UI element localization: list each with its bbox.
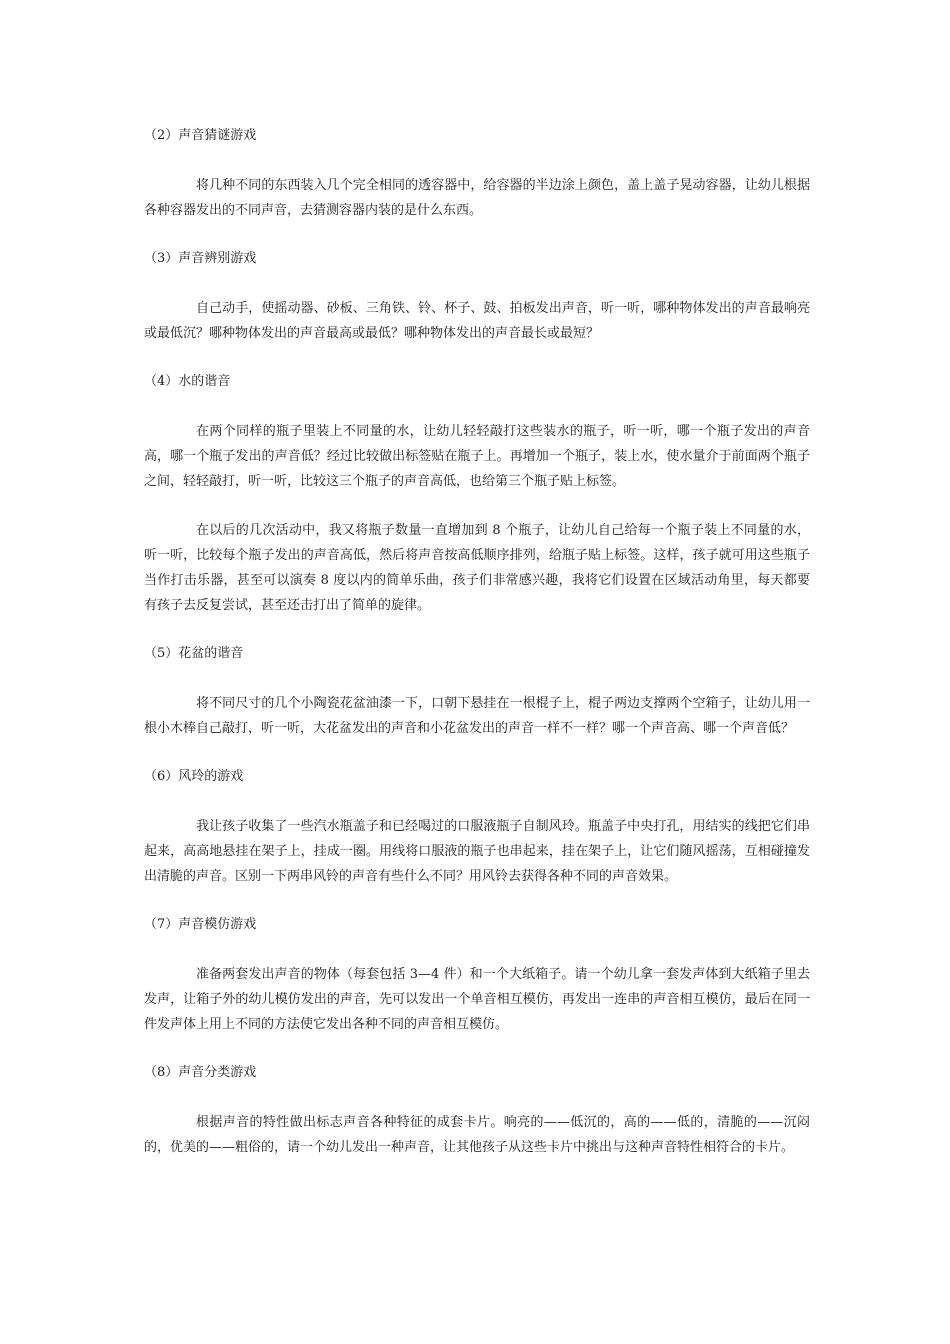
document-page <box>144 124 810 1184</box>
section-heading: （5）花盆的谐音 <box>144 646 244 661</box>
section-heading: （4）水的谐音 <box>144 374 231 389</box>
section-sound-guessing-game <box>144 124 810 223</box>
section-paragraph: 将不同尺寸的几个小陶瓷花盆油漆一下，口朝下悬挂在一根棍子上，棍子两边支撑两个空箱子，让幼儿用一根小木棒自己敲打，听一听，大花盆发出的声音和小花盆发出的声音一样不一样？哪一个声音高、哪一个声音低？ <box>144 696 810 736</box>
section-sound-imitation-game <box>144 913 810 1037</box>
section-paragraph: 在以后的几次活动中，我又将瓶子数量一直增加到 8 个瓶子，让幼儿自己给每一个瓶子装上不同量的水，听一听，比较每个瓶子发出的声音高低，然后将声音按高低顺序排列，给瓶子贴上标签。这样，孩子就可用这些瓶子当作打击乐器，甚至可以演奏 8 度以内的简单乐曲，孩子们非常感兴趣，我将它们设置在区域活动角里，每天都要有孩子去反复尝试，甚至还击打出了简单的旋律。 <box>144 523 810 613</box>
section-paragraph: 在两个同样的瓶子里装上不同量的水，让幼儿轻轻敲打这些装水的瓶子，听一听，哪一个瓶子发出的声音高，哪一个瓶子发出的声音低？经过比较做出标签贴在瓶子上。再增加一个瓶子，装上水，使水量介于前面两个瓶子之间，轻轻敲打，听一听，比较这三个瓶子的声音高低，也给第三个瓶子贴上标签。 <box>144 424 810 489</box>
section-heading: （8）声音分类游戏 <box>144 1065 257 1080</box>
section-flowerpot-harmonics <box>144 642 810 741</box>
section-wind-chime-game <box>144 765 810 889</box>
section-water-harmonics <box>144 370 810 618</box>
section-paragraph: 我让孩子收集了一些汽水瓶盖子和已经喝过的口服液瓶子自制风玲。瓶盖子中央打孔，用结实的线把它们串起来，高高地悬挂在架子上，挂成一圈。用线将口服液的瓶子也串起来，挂在架子上，让它们随风摇荡，互相碰撞发出清脆的声音。区别一下两串风铃的声音有些什么不同？用风铃去获得各种不同的声音效果。 <box>144 819 810 884</box>
section-heading: （2）声音猜谜游戏 <box>144 128 257 143</box>
section-sound-discrimination-game <box>144 247 810 346</box>
section-heading: （3）声音辨别游戏 <box>144 251 257 266</box>
section-heading: （7）声音模仿游戏 <box>144 917 257 932</box>
section-paragraph: 准备两套发出声音的物体（每套包括 3—4 件）和一个大纸箱子。请一个幼儿拿一套发声体到大纸箱子里去发声，让箱子外的幼儿模仿发出的声音，先可以发出一个单音相互模仿，再发出一连串的声音相互模仿，最后在同一件发声体上用上不同的方法使它发出各种不同的声音相互模仿。 <box>144 967 810 1032</box>
section-sound-classification-game <box>144 1061 810 1160</box>
section-paragraph: 根据声音的特性做出标志声音各种特征的成套卡片。响亮的——低沉的，高的——低的，清脆的——沉闷的，优美的——粗俗的，请一个幼儿发出一种声音，让其他孩子从这些卡片中挑出与这种声音特性相符合的卡片。 <box>144 1115 810 1155</box>
section-paragraph: 将几种不同的东西装入几个完全相同的透容器中，给容器的半边涂上颜色，盖上盖子晃动容器，让幼儿根据各种容器发出的不同声音，去猜测容器内装的是什么东西。 <box>144 178 810 218</box>
section-paragraph: 自己动手，使摇动器、砂板、三角铁、铃、杯子、鼓、拍板发出声音，听一听，哪种物体发出的声音最响亮或最低沉？哪种物体发出的声音最高或最低？哪种物体发出的声音最长或最短？ <box>144 301 810 341</box>
section-heading: （6）风玲的游戏 <box>144 769 244 784</box>
